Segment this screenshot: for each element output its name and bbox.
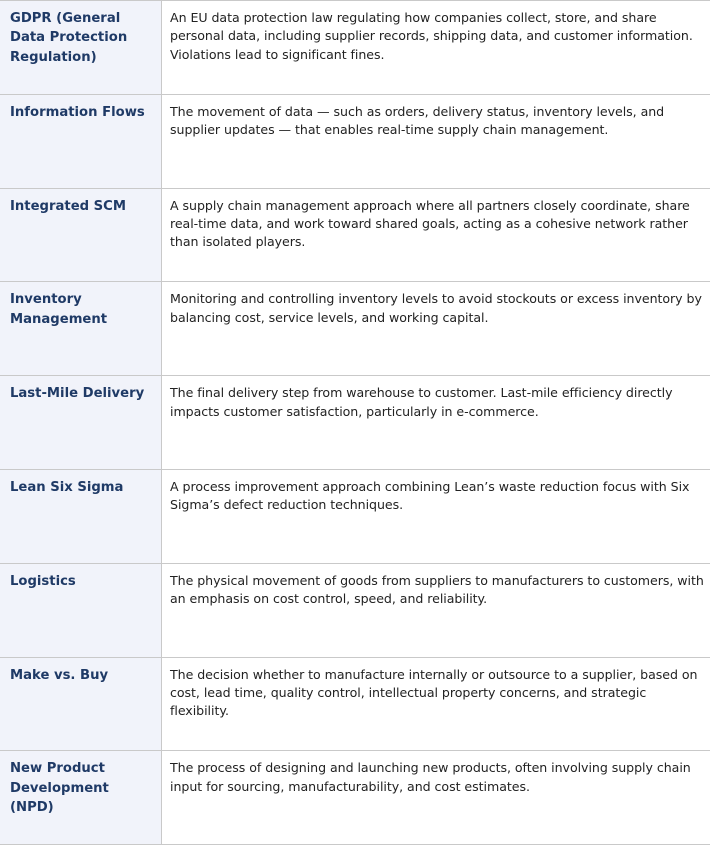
- glossary-definition: A supply chain management approach where all partners closely coordinate, share real-time data, and work toward shared goals, acting as a cohesive network rather than isolated players.: [170, 197, 690, 250]
- glossary-term: GDPR (General Data Protection Regulation): [0, 1, 162, 94]
- table-row: [0, 658, 710, 752]
- table-row: [0, 1, 710, 95]
- glossary-definition: A process improvement approach combining Lean’s waste reduction focus with Six Sigma’s defect reduction techniques.: [170, 478, 690, 513]
- table-row: [0, 189, 710, 283]
- glossary-definition: The decision whether to manufacture internally or outsource to a supplier, based on cost, lead time, quality control, intellectual property concerns, and strategic flexibility.: [170, 666, 698, 719]
- table-row: [0, 282, 710, 376]
- table-row: [0, 564, 710, 658]
- glossary-definition: The movement of data — such as orders, delivery status, inventory levels, and supplier updates — that enables real-time supply chain management.: [170, 103, 665, 138]
- glossary-definition: The process of designing and launching new products, often involving supply chain input for sourcing, manufacturability, and cost estimates.: [170, 760, 691, 794]
- table-row: [0, 751, 710, 845]
- glossary-definition: An EU data protection law regulating how companies collect, store, and share personal data, including supplier records, shipping data, and customer information. Violations lead to significant fines.: [170, 10, 693, 62]
- glossary-term: Information Flows: [0, 95, 162, 188]
- glossary-term: Logistics: [0, 564, 162, 657]
- table-row: [0, 470, 710, 564]
- table-row: [0, 376, 710, 470]
- glossary-definition: The final delivery step from warehouse to customer. Last-mile efficiency directly impacts customer satisfaction, particularly in e-commerce.: [170, 385, 673, 419]
- glossary-term: New Product Development (NPD): [0, 751, 162, 844]
- glossary-definition: Monitoring and controlling inventory levels to avoid stockouts or excess inventory by balancing cost, service levels, and working capital.: [170, 291, 702, 325]
- glossary-term: Integrated SCM: [0, 189, 162, 282]
- glossary-term: Inventory Management: [0, 282, 162, 375]
- glossary-definition: The physical movement of goods from suppliers to manufacturers to customers, with an emphasis on cost control, speed, and reliability.: [170, 572, 704, 607]
- glossary-term: Lean Six Sigma: [0, 470, 162, 563]
- glossary-term: Last-Mile Delivery: [0, 376, 162, 469]
- glossary-term: Make vs. Buy: [0, 658, 162, 751]
- table-row: [0, 95, 710, 189]
